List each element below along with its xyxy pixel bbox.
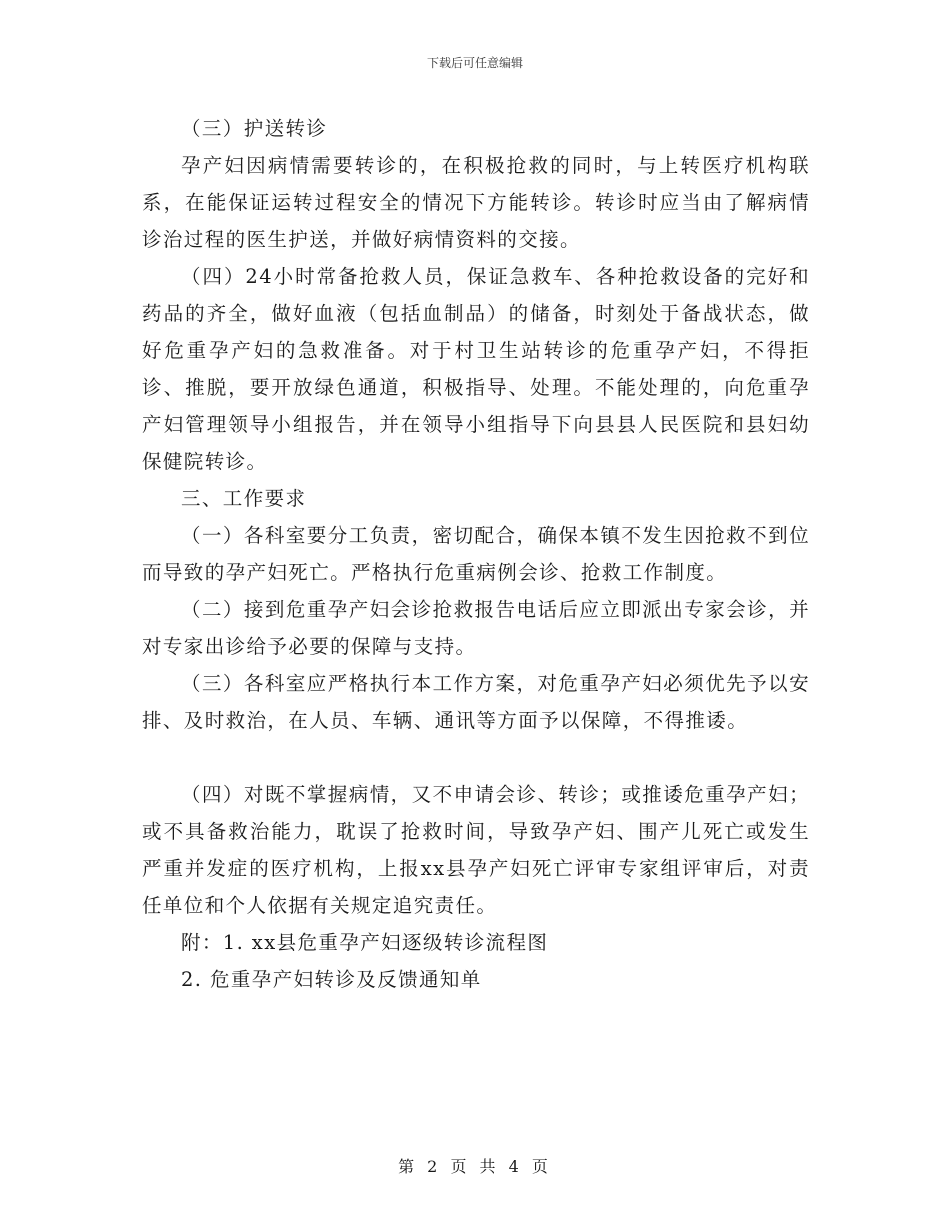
- attachment-item-1: 附：1. xx县危重孕产妇逐级转诊流程图: [181, 931, 549, 954]
- paragraph-emergency-readiness: （四）24小时常备抢救人员，保证急救车、各种抢救设备的完好和药品的齐全，做好血液（包括血制品）的储备，时刻处于备战状态，做好危重孕产妇的急救准备。对于村卫生站转诊的危重孕产妇，不得拒诊、推脱，要开放绿色通道，积极指导、处理。不能处理的，向危重孕产妇管理领导小组报告，并在领导小组指导下向县县人民医院和县妇幼保健院转诊。: [142, 265, 810, 473]
- document-body: [142, 110, 810, 998]
- paragraph-requirement-1: （一）各科室要分工负责，密切配合，确保本镇不发生因抢救不到位而导致的孕产妇死亡。严格执行危重病例会诊、抢救工作制度。: [142, 524, 810, 584]
- page-number: 第 2 页 共 4 页: [398, 1157, 552, 1176]
- section-heading-work-requirements: 三、工作要求: [181, 487, 307, 510]
- paragraph-requirement-4: （四）对既不掌握病情，又不申请会诊、转诊；或推诿危重孕产妇；或不具备救治能力，耽误了抢救时间，导致孕产妇、围产儿死亡或发生严重并发症的医疗机构，上报xx县孕产妇死亡评审专家组评审后，对责任单位和个人依据有关规定追究责任。: [142, 783, 810, 917]
- subsection-heading-escort-transfer: （三）护送转诊: [181, 117, 328, 140]
- paragraph-transfer-procedure: 孕产妇因病情需要转诊的，在积极抢救的同时，与上转医疗机构联系，在能保证运转过程安全的情况下方能转诊。转诊时应当由了解病情诊治过程的医生护送，并做好病情资料的交接。: [142, 154, 810, 251]
- paragraph-requirement-3: （三）各科室应严格执行本工作方案，对危重孕产妇必须优先予以安排、及时救治，在人员、车辆、通讯等方面予以保障，不得推诿。: [142, 672, 810, 732]
- page-header-note: 下载后可任意编辑: [426, 56, 523, 70]
- attachment-item-2: 2. 危重孕产妇转诊及反馈通知单: [181, 968, 482, 991]
- paragraph-requirement-2: （二）接到危重孕产妇会诊抢救报告电话后应立即派出专家会诊，并对专家出诊给予必要的保障与支持。: [142, 598, 810, 658]
